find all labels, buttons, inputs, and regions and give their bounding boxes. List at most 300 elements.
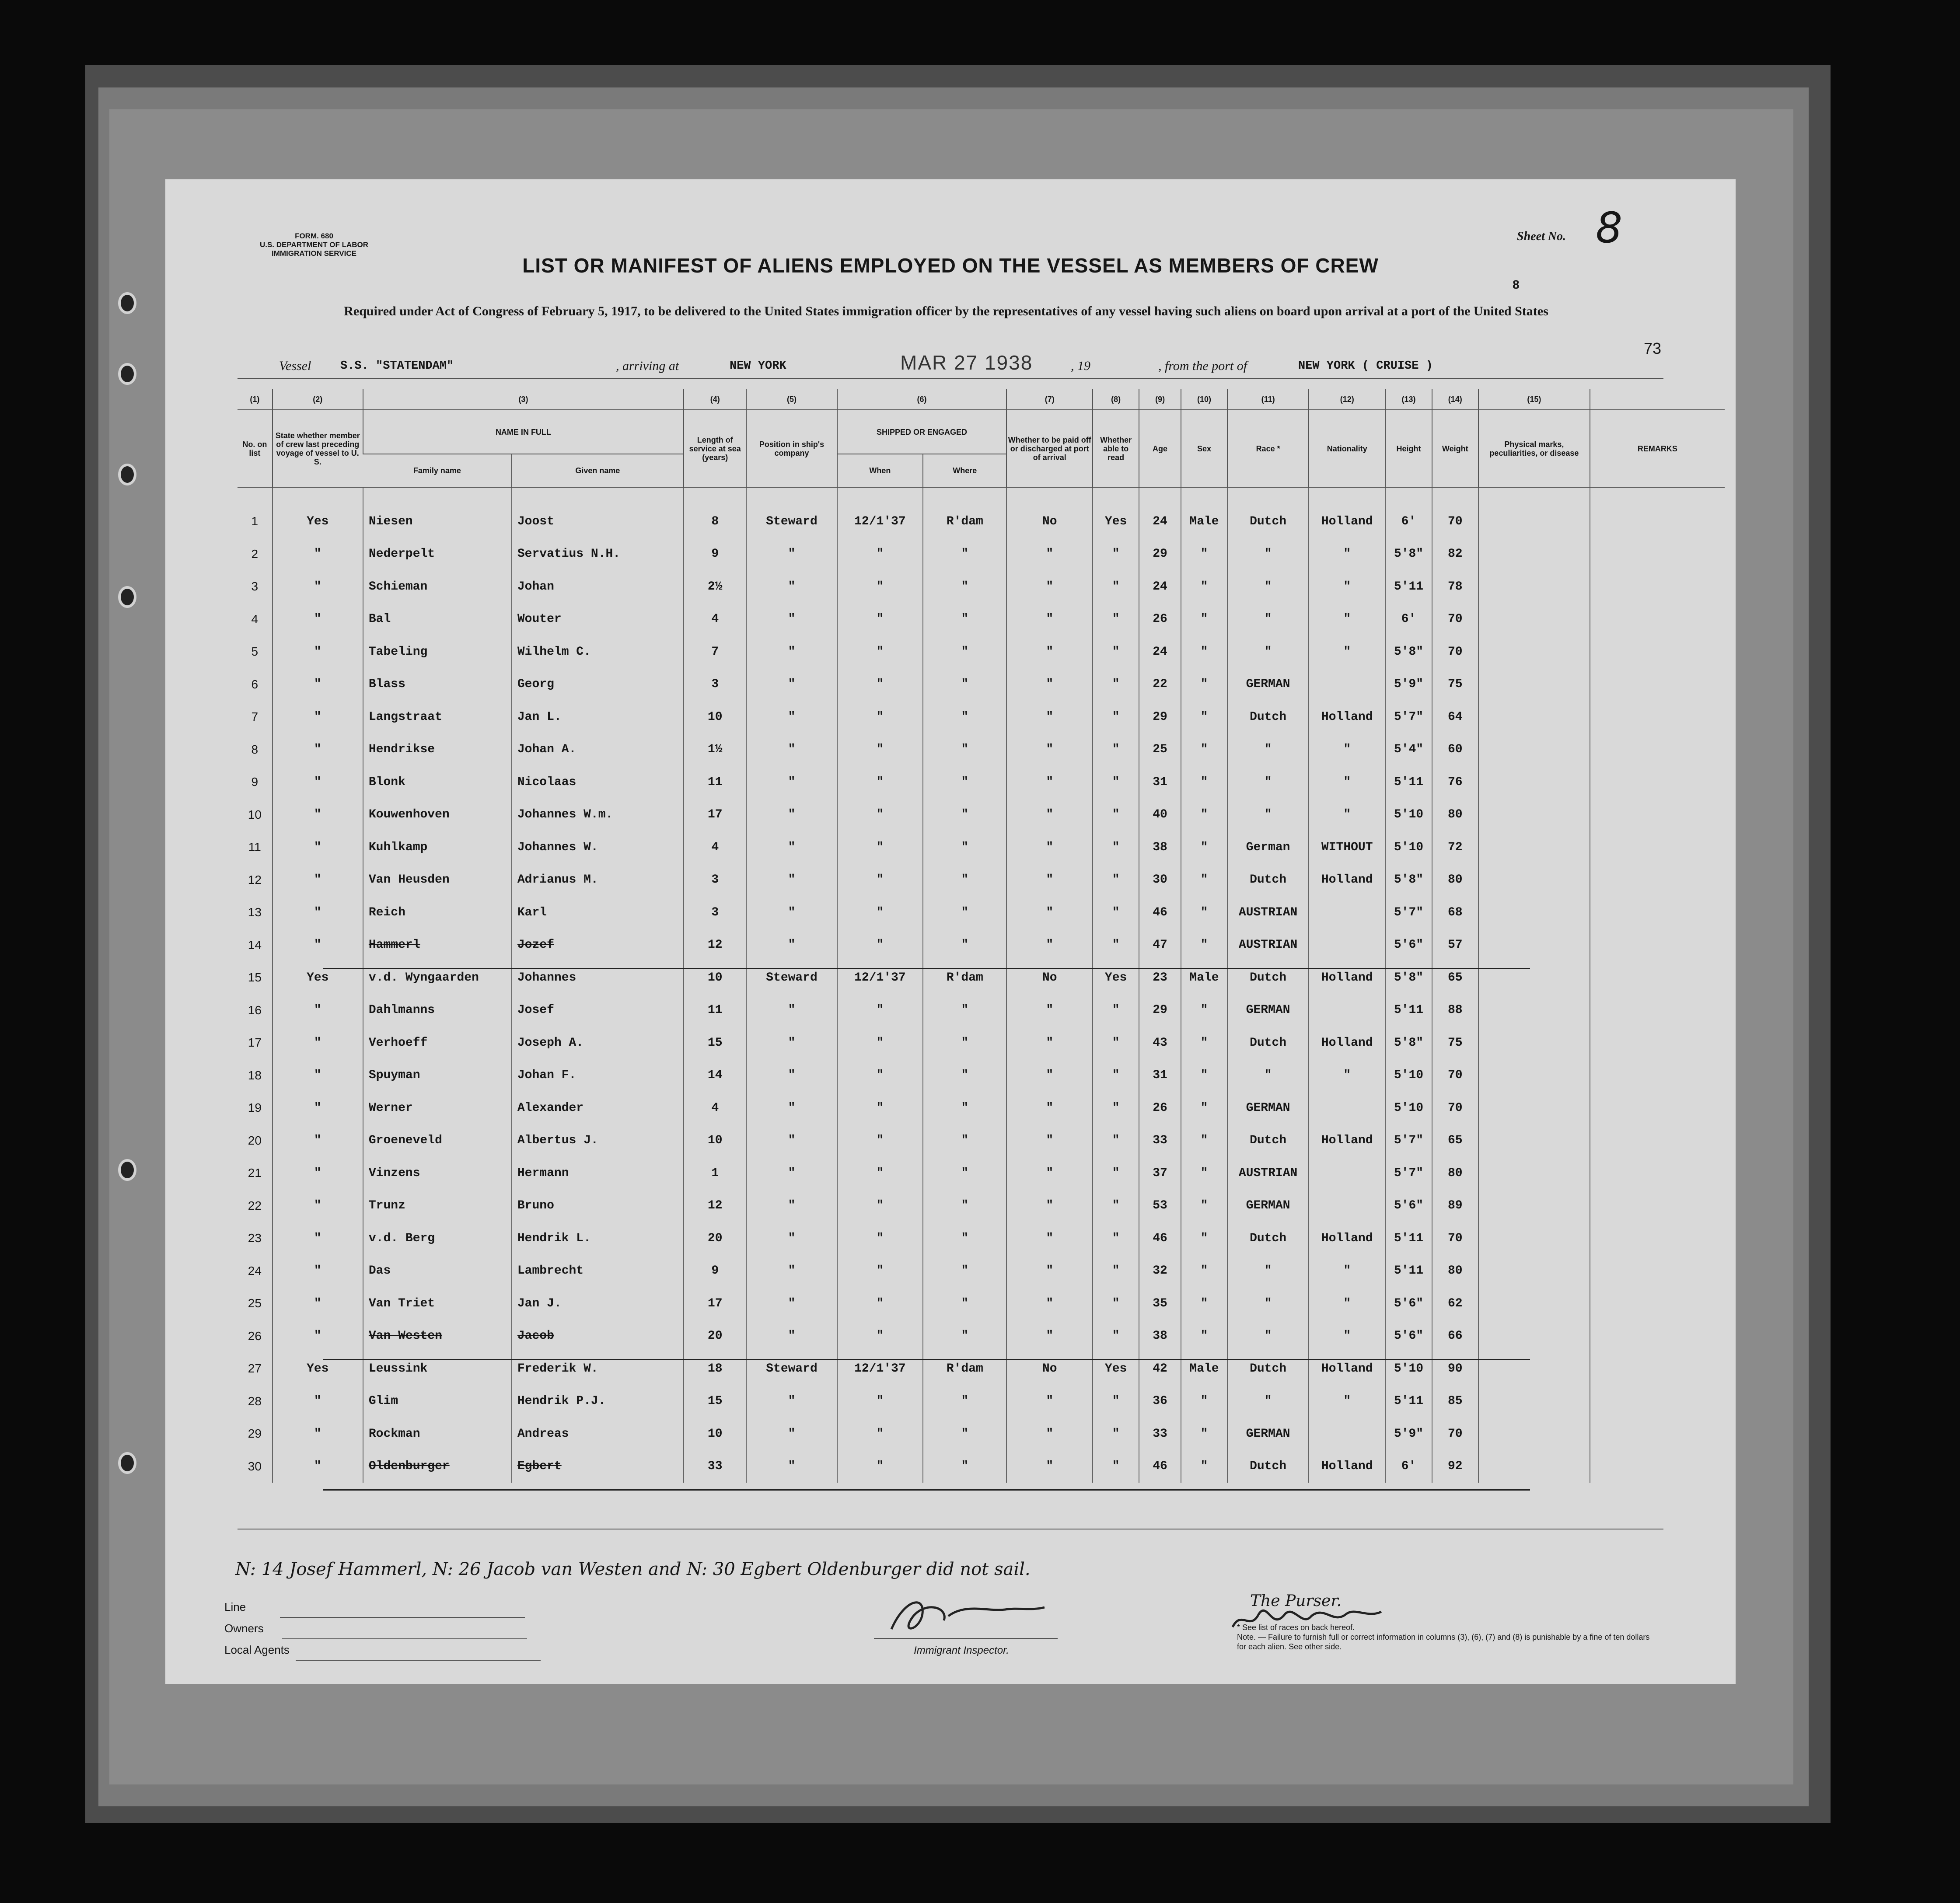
race: AUSTRIAN	[1227, 929, 1309, 962]
paid-off: "	[1006, 733, 1093, 766]
length-of-service: 8	[684, 505, 746, 538]
nationality: Holland	[1309, 1450, 1385, 1483]
row-26-strike	[323, 1359, 1530, 1360]
family-name: Blass	[363, 668, 512, 701]
length-of-service: 10	[684, 1418, 746, 1450]
physical-marks	[1478, 668, 1590, 701]
shipped-where: "	[923, 570, 1006, 603]
row-number: 4	[251, 612, 259, 626]
position: "	[746, 603, 837, 636]
physical-marks	[1478, 635, 1590, 668]
family-name: Trunz	[363, 1190, 512, 1222]
paid-off: "	[1006, 864, 1093, 897]
position: "	[746, 1287, 837, 1320]
previous-voyage: "	[273, 1255, 363, 1288]
position: "	[746, 1059, 837, 1092]
row-number: 2	[251, 547, 259, 561]
shipped-when: "	[837, 896, 923, 929]
position: "	[746, 1255, 837, 1288]
shipped-where: "	[923, 929, 1006, 962]
height: 5'11	[1385, 1385, 1432, 1418]
sex: Male	[1181, 505, 1227, 538]
nationality: "	[1309, 799, 1385, 831]
given-name: Johannes	[512, 961, 684, 994]
weight: 65	[1432, 1124, 1478, 1157]
header-paid-off: Whether to be paid off or discharged at port of arrival	[1006, 410, 1093, 487]
sex: "	[1181, 603, 1227, 636]
header-nationality: Nationality	[1309, 410, 1385, 487]
position: "	[746, 1418, 837, 1450]
family-name: Van Triet	[363, 1287, 512, 1320]
weight: 70	[1432, 1418, 1478, 1450]
family-name: Langstraat	[363, 701, 512, 733]
given-name: Hermann	[512, 1157, 684, 1190]
family-name: Van Heusden	[363, 864, 512, 897]
given-name: Alexander	[512, 1092, 684, 1124]
shipped-where: "	[923, 1255, 1006, 1288]
shipped-where: "	[923, 1124, 1006, 1157]
given-name: Wouter	[512, 603, 684, 636]
race: AUSTRIAN	[1227, 896, 1309, 929]
remarks	[1590, 701, 1725, 733]
header-position: Position in ship's company	[746, 410, 837, 487]
shipped-where: "	[923, 1320, 1006, 1353]
weight: 75	[1432, 1027, 1478, 1059]
physical-marks	[1478, 864, 1590, 897]
header-length-of-service: Length of service at sea (years)	[684, 410, 746, 487]
shipped-when: "	[837, 1255, 923, 1288]
remarks	[1590, 896, 1725, 929]
paid-off: "	[1006, 1124, 1093, 1157]
shipped-when: "	[837, 766, 923, 799]
weight: 88	[1432, 994, 1478, 1027]
physical-marks	[1478, 1157, 1590, 1190]
physical-marks	[1478, 929, 1590, 962]
given-name: Frederik W.	[512, 1352, 684, 1385]
table-row	[238, 668, 1725, 701]
inspector-label: Immigrant Inspector.	[914, 1645, 1009, 1656]
weight: 70	[1432, 1222, 1478, 1255]
family-name: Rockman	[363, 1418, 512, 1450]
weight: 92	[1432, 1450, 1478, 1483]
remarks	[1590, 1352, 1725, 1385]
position: "	[746, 538, 837, 571]
row-number: 25	[248, 1296, 262, 1310]
nationality: Holland	[1309, 1222, 1385, 1255]
nationality: Holland	[1309, 961, 1385, 994]
previous-voyage: "	[273, 1059, 363, 1092]
shipped-when: "	[837, 668, 923, 701]
age: 24	[1139, 570, 1181, 603]
nationality: Holland	[1309, 1124, 1385, 1157]
position: "	[746, 1320, 837, 1353]
length-of-service: 4	[684, 603, 746, 636]
table-row	[238, 994, 1725, 1027]
races-note: * See list of races on back hereof.	[1237, 1623, 1355, 1632]
owners-field	[224, 1618, 541, 1639]
height: 5'9"	[1385, 668, 1432, 701]
position: "	[746, 1450, 837, 1483]
row-number: 28	[248, 1394, 262, 1408]
position: "	[746, 766, 837, 799]
remarks	[1590, 1222, 1725, 1255]
table-row	[238, 1190, 1725, 1222]
height: 5'9"	[1385, 1418, 1432, 1450]
age: 53	[1139, 1190, 1181, 1222]
sex: "	[1181, 864, 1227, 897]
able-to-read: Yes	[1093, 505, 1139, 538]
col-number: (6)	[837, 389, 1007, 410]
paid-off: "	[1006, 1255, 1093, 1288]
race: "	[1227, 1287, 1309, 1320]
physical-marks	[1478, 1059, 1590, 1092]
length-of-service: 15	[684, 1385, 746, 1418]
able-to-read: Yes	[1093, 1352, 1139, 1385]
previous-voyage: "	[273, 1157, 363, 1190]
race: Dutch	[1227, 505, 1309, 538]
age: 29	[1139, 994, 1181, 1027]
shipped-where: "	[923, 831, 1006, 864]
row-number: 5	[251, 645, 259, 659]
age: 42	[1139, 1352, 1181, 1385]
sheet-number-value: 8	[1596, 203, 1623, 252]
race: "	[1227, 1385, 1309, 1418]
remarks	[1590, 1450, 1725, 1483]
weight: 89	[1432, 1190, 1478, 1222]
race: Dutch	[1227, 1450, 1309, 1483]
race: Dutch	[1227, 1124, 1309, 1157]
age: 25	[1139, 733, 1181, 766]
purser-label: The Purser.	[1250, 1592, 1342, 1610]
weight: 70	[1432, 1092, 1478, 1124]
shipped-when: "	[837, 864, 923, 897]
remarks	[1590, 1418, 1725, 1450]
paid-off: "	[1006, 929, 1093, 962]
position: "	[746, 1190, 837, 1222]
col-number: (8)	[1093, 389, 1139, 410]
paid-off: "	[1006, 1190, 1093, 1222]
age: 31	[1139, 766, 1181, 799]
table-row	[238, 570, 1725, 603]
col-number: (1)	[238, 389, 273, 410]
sex: "	[1181, 1320, 1227, 1353]
previous-voyage: "	[273, 831, 363, 864]
header-previous-voyage: State whether member of crew last preceding voyage of vessel to U. S.	[273, 410, 363, 487]
paid-off: "	[1006, 701, 1093, 733]
paid-off: "	[1006, 1450, 1093, 1483]
weight: 65	[1432, 961, 1478, 994]
nationality	[1309, 668, 1385, 701]
shipped-when: "	[837, 1320, 923, 1353]
remarks	[1590, 831, 1725, 864]
race: German	[1227, 831, 1309, 864]
nationality	[1309, 1418, 1385, 1450]
table-row	[238, 1124, 1725, 1157]
physical-marks	[1478, 1027, 1590, 1059]
paid-off: "	[1006, 1385, 1093, 1418]
position: "	[746, 1124, 837, 1157]
sex: "	[1181, 538, 1227, 571]
position: "	[746, 635, 837, 668]
age: 22	[1139, 668, 1181, 701]
shipped-when: "	[837, 701, 923, 733]
weight: 68	[1432, 896, 1478, 929]
row-30-strike	[323, 1489, 1530, 1491]
inspector-signature-line	[874, 1638, 1058, 1639]
weight: 75	[1432, 668, 1478, 701]
family-name: Leussink	[363, 1352, 512, 1385]
physical-marks	[1478, 1222, 1590, 1255]
given-name: Egbert	[512, 1450, 684, 1483]
able-to-read: "	[1093, 1450, 1139, 1483]
age: 38	[1139, 831, 1181, 864]
length-of-service: 7	[684, 635, 746, 668]
row-number: 9	[251, 775, 259, 789]
weight: 57	[1432, 929, 1478, 962]
age: 30	[1139, 864, 1181, 897]
sex: "	[1181, 1287, 1227, 1320]
sex: "	[1181, 896, 1227, 929]
position: "	[746, 994, 837, 1027]
given-name: Andreas	[512, 1418, 684, 1450]
arriving-label: , arriving at	[616, 359, 679, 373]
given-name: Johannes W.m.	[512, 799, 684, 831]
family-name: Tabeling	[363, 635, 512, 668]
shipped-when: "	[837, 1059, 923, 1092]
shipped-when: "	[837, 1418, 923, 1450]
given-name: Joseph A.	[512, 1027, 684, 1059]
header-able-to-read: Whether able to read	[1093, 410, 1139, 487]
shipped-when: "	[837, 1157, 923, 1190]
sex: "	[1181, 1418, 1227, 1450]
age: 32	[1139, 1255, 1181, 1288]
page-title: LIST OR MANIFEST OF ALIENS EMPLOYED ON THE VESSEL AS MEMBERS OF CREW	[522, 254, 1379, 277]
family-name: v.d. Berg	[363, 1222, 512, 1255]
shipped-when: "	[837, 1385, 923, 1418]
length-of-service: 10	[684, 1124, 746, 1157]
race: "	[1227, 603, 1309, 636]
sex: "	[1181, 1059, 1227, 1092]
shipped-where: "	[923, 1450, 1006, 1483]
physical-marks	[1478, 994, 1590, 1027]
shipped-where: "	[923, 1418, 1006, 1450]
remarks	[1590, 1255, 1725, 1288]
age: 37	[1139, 1157, 1181, 1190]
height: 6'	[1385, 603, 1432, 636]
remarks	[1590, 1157, 1725, 1190]
length-of-service: 18	[684, 1352, 746, 1385]
age: 46	[1139, 1450, 1181, 1483]
age: 24	[1139, 635, 1181, 668]
previous-voyage: "	[273, 1222, 363, 1255]
previous-voyage: "	[273, 1027, 363, 1059]
height: 5'11	[1385, 766, 1432, 799]
paid-off: "	[1006, 994, 1093, 1027]
sex: "	[1181, 1385, 1227, 1418]
remarks	[1590, 864, 1725, 897]
sex: "	[1181, 733, 1227, 766]
remarks	[1590, 1385, 1725, 1418]
race: Dutch	[1227, 961, 1309, 994]
length-of-service: 9	[684, 1255, 746, 1288]
age: 29	[1139, 538, 1181, 571]
length-of-service: 11	[684, 994, 746, 1027]
shipped-when: 12/1'37	[837, 961, 923, 994]
paid-off: "	[1006, 1222, 1093, 1255]
col-number: (7)	[1006, 389, 1093, 410]
able-to-read: "	[1093, 1320, 1139, 1353]
col-number: (2)	[273, 389, 363, 410]
length-of-service: 33	[684, 1450, 746, 1483]
shipped-when: "	[837, 1124, 923, 1157]
position: "	[746, 570, 837, 603]
shipped-when: "	[837, 799, 923, 831]
able-to-read: "	[1093, 864, 1139, 897]
row-number: 7	[251, 710, 259, 724]
race: "	[1227, 733, 1309, 766]
height: 5'10	[1385, 831, 1432, 864]
weight: 80	[1432, 799, 1478, 831]
shipped-where: "	[923, 1059, 1006, 1092]
table-row	[238, 603, 1725, 636]
remarks	[1590, 603, 1725, 636]
nationality: "	[1309, 635, 1385, 668]
remarks	[1590, 994, 1725, 1027]
age: 24	[1139, 505, 1181, 538]
sex: "	[1181, 570, 1227, 603]
race: Dutch	[1227, 1222, 1309, 1255]
family-name: Dahlmanns	[363, 994, 512, 1027]
height: 5'10	[1385, 1059, 1432, 1092]
race: AUSTRIAN	[1227, 1157, 1309, 1190]
sex: "	[1181, 1255, 1227, 1288]
paid-off: No	[1006, 505, 1093, 538]
previous-voyage: "	[273, 1190, 363, 1222]
table-row	[238, 831, 1725, 864]
row-number: 12	[248, 873, 262, 887]
able-to-read: "	[1093, 1190, 1139, 1222]
nationality: Holland	[1309, 505, 1385, 538]
col-number-blank	[1590, 389, 1725, 410]
remarks	[1590, 570, 1725, 603]
given-name: Johan	[512, 570, 684, 603]
shipped-when: "	[837, 603, 923, 636]
physical-marks	[1478, 538, 1590, 571]
header-when: When	[837, 454, 923, 487]
shipped-where: "	[923, 864, 1006, 897]
able-to-read: "	[1093, 1092, 1139, 1124]
sex: "	[1181, 701, 1227, 733]
shipped-where: "	[923, 896, 1006, 929]
weight: 62	[1432, 1287, 1478, 1320]
col-number: (12)	[1309, 389, 1385, 410]
previous-voyage: "	[273, 570, 363, 603]
family-name: Niesen	[363, 505, 512, 538]
able-to-read: "	[1093, 570, 1139, 603]
nationality: "	[1309, 766, 1385, 799]
height: 5'6"	[1385, 929, 1432, 962]
previous-voyage: "	[273, 538, 363, 571]
paid-off: "	[1006, 635, 1093, 668]
shipped-where: "	[923, 668, 1006, 701]
penalty-note: Note. — Failure to furnish full or correct information in columns (3), (6), (7) and (8) is punishable by a fine of ten dollars for each alien. See other side.	[1237, 1633, 1650, 1651]
length-of-service: 3	[684, 864, 746, 897]
shipped-when: "	[837, 1190, 923, 1222]
shipped-where: "	[923, 1385, 1006, 1418]
remarks	[1590, 1059, 1725, 1092]
previous-voyage: "	[273, 994, 363, 1027]
col-number: (3)	[363, 389, 684, 410]
department-name: U.S. DEPARTMENT OF LABOR	[259, 241, 369, 249]
row-number: 6	[251, 677, 259, 691]
table-row	[238, 505, 1725, 538]
header-given-name: Given name	[512, 454, 684, 487]
nationality: "	[1309, 1385, 1385, 1418]
physical-marks	[1478, 896, 1590, 929]
able-to-read: "	[1093, 1255, 1139, 1288]
row-number: 30	[248, 1459, 262, 1473]
family-name: Bal	[363, 603, 512, 636]
weight: 64	[1432, 701, 1478, 733]
previous-voyage: "	[273, 733, 363, 766]
height: 5'6"	[1385, 1287, 1432, 1320]
col-number: (15)	[1478, 389, 1590, 410]
shipped-where: "	[923, 603, 1006, 636]
length-of-service: 1	[684, 1157, 746, 1190]
previous-voyage: "	[273, 701, 363, 733]
vessel-name: S.S. "STATENDAM"	[340, 360, 454, 373]
physical-marks	[1478, 733, 1590, 766]
given-name: Adrianus M.	[512, 864, 684, 897]
able-to-read: Yes	[1093, 961, 1139, 994]
length-of-service: 11	[684, 766, 746, 799]
physical-marks	[1478, 1092, 1590, 1124]
nationality: "	[1309, 1320, 1385, 1353]
height: 5'8"	[1385, 961, 1432, 994]
sex: "	[1181, 929, 1227, 962]
position: "	[746, 733, 837, 766]
handwritten-note: N: 14 Josef Hammerl, N: 26 Jacob van Westen and N: 30 Egbert Oldenburger did not sail.	[235, 1559, 1031, 1579]
binder-hole	[118, 363, 136, 385]
paid-off: "	[1006, 1157, 1093, 1190]
inspector-signature	[874, 1590, 1058, 1638]
race: GERMAN	[1227, 668, 1309, 701]
length-of-service: 4	[684, 1092, 746, 1124]
row-number: 29	[248, 1427, 262, 1441]
given-name: Karl	[512, 896, 684, 929]
row-number: 20	[248, 1133, 262, 1147]
paid-off: "	[1006, 570, 1093, 603]
row-number: 8	[251, 742, 259, 756]
divider	[238, 378, 1663, 379]
col-number: (5)	[746, 389, 837, 410]
sex: "	[1181, 1190, 1227, 1222]
weight: 72	[1432, 831, 1478, 864]
previous-voyage: "	[273, 668, 363, 701]
able-to-read: "	[1093, 1157, 1139, 1190]
able-to-read: "	[1093, 766, 1139, 799]
sex: "	[1181, 635, 1227, 668]
previous-voyage: Yes	[273, 505, 363, 538]
weight: 85	[1432, 1385, 1478, 1418]
able-to-read: "	[1093, 1418, 1139, 1450]
remarks	[1590, 1190, 1725, 1222]
length-of-service: 12	[684, 929, 746, 962]
nationality: "	[1309, 538, 1385, 571]
given-name: Albertus J.	[512, 1124, 684, 1157]
height: 5'7"	[1385, 1157, 1432, 1190]
physical-marks	[1478, 1287, 1590, 1320]
